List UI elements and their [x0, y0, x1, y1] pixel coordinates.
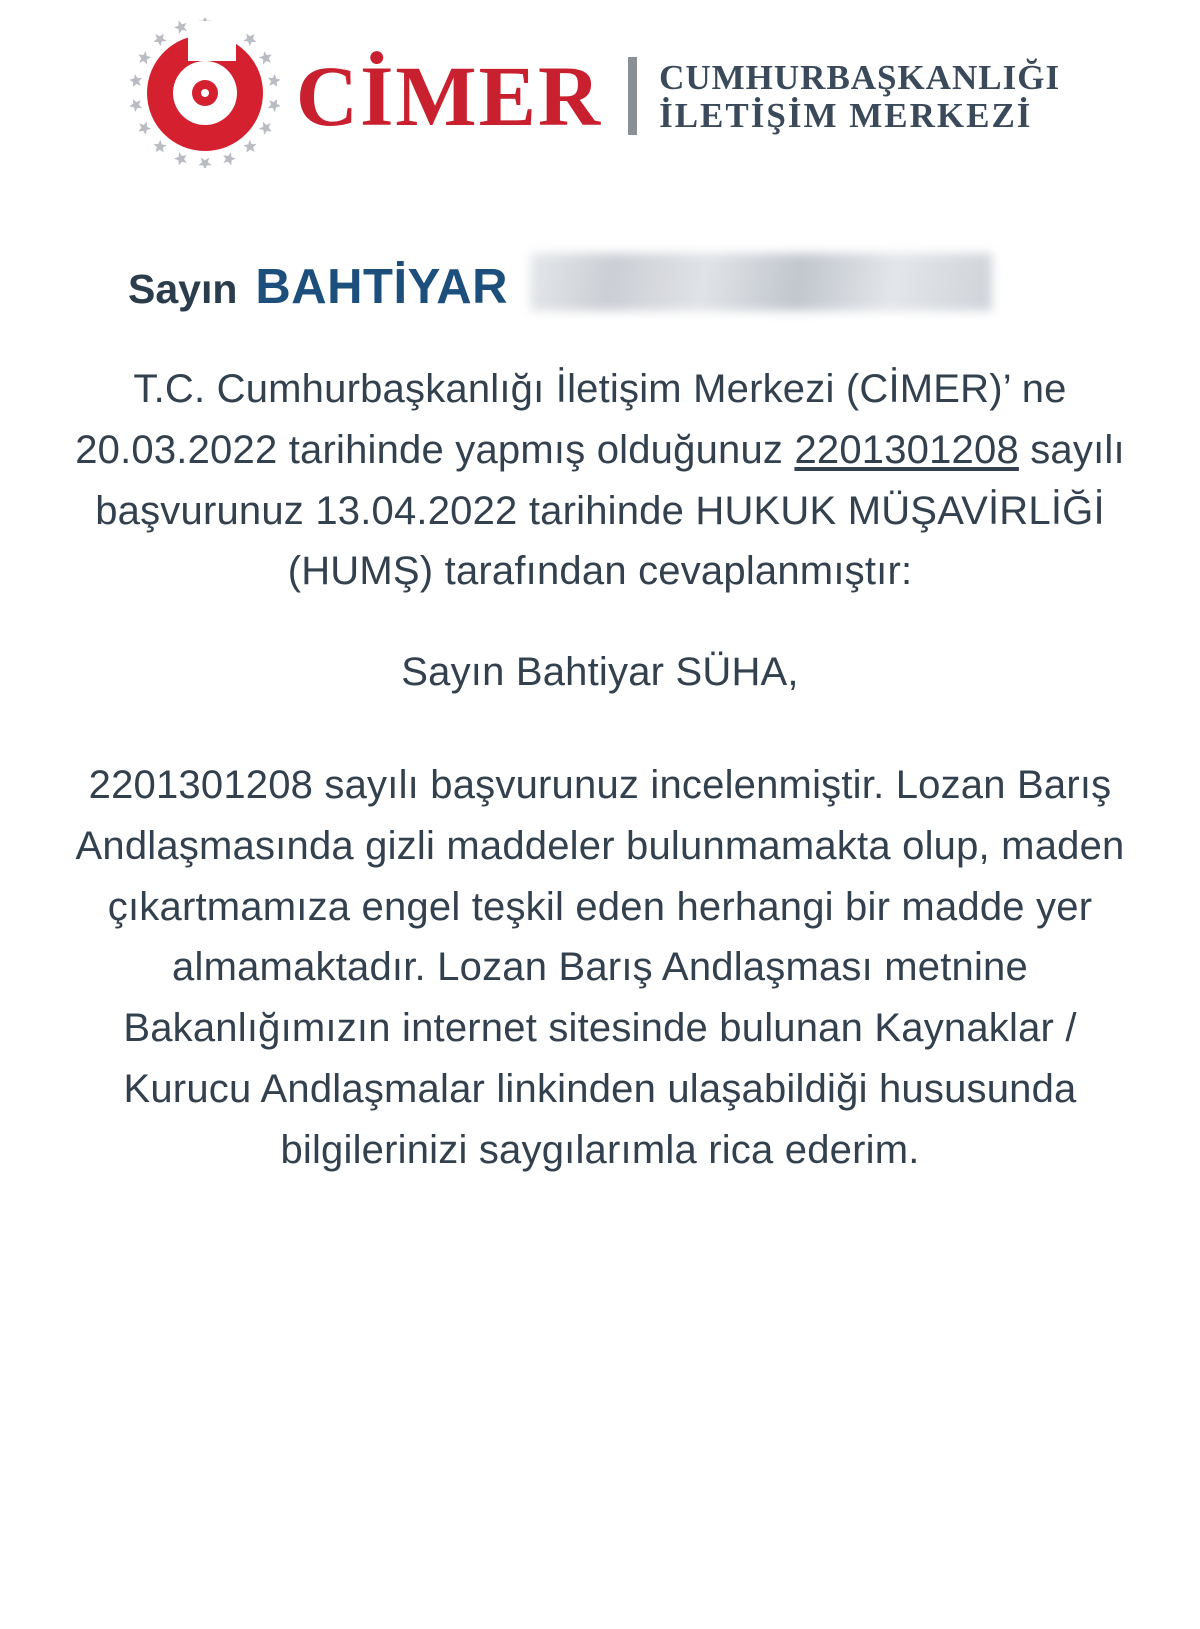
intro-text-part-1: T.C. Cumhurbaşkanlığı İletişim Merkezi (CİMER)’ ne 20.03.2022 tarihinde yapmış olduğunuz: [75, 367, 1067, 472]
intro-paragraph: [74, 359, 1126, 602]
cimer-subtitle-line-2: İLETİŞİM MERKEZİ: [659, 96, 1033, 135]
document-header: [0, 0, 1200, 185]
answer-paragraph: 2201301208 sayılı başvurunuz incelenmiştir. Lozan Barış Andlaşmasında gizli maddeler bulunmamakta olup, maden çıkartmamıza engel teşkil eden herhangi bir madde yer almamaktadır. Lozan Barış Andlaşması metnine Bakanlığımızın internet sitesinde bulunan Kaynaklar / Kurucu Andlaşmalar linkinden ulaşabildiği hususunda bilgilerinizi saygılarımla rica ederim.: [75, 762, 1125, 1172]
logo-divider: [628, 57, 637, 135]
salutation-paragraph: Sayın Bahtiyar SÜHA,: [401, 650, 799, 695]
cimer-logo: [130, 18, 1060, 168]
letter-body: [0, 359, 1200, 1181]
cimer-wordmark: CİMER: [295, 48, 603, 144]
recipient-name: BAHTİYAR: [255, 260, 509, 314]
intro-text-part-2: sayılı başvurunuz 13.04.2022 tarihinde HUKUK MÜŞAVİRLİĞİ (HUMŞ) tarafından cevaplanmıştır:: [95, 427, 1125, 594]
cimer-subtitle: [659, 59, 1060, 135]
greeting-line: [0, 245, 1200, 315]
redacted-surname: [530, 253, 992, 311]
application-reference-number: 2201301208: [794, 427, 1019, 472]
cimer-emblem-icon: [130, 18, 280, 168]
cimer-subtitle-line-1: CUMHURBAŞKANLIĞI: [659, 58, 1061, 98]
greeting-prefix: Sayın: [128, 266, 238, 312]
